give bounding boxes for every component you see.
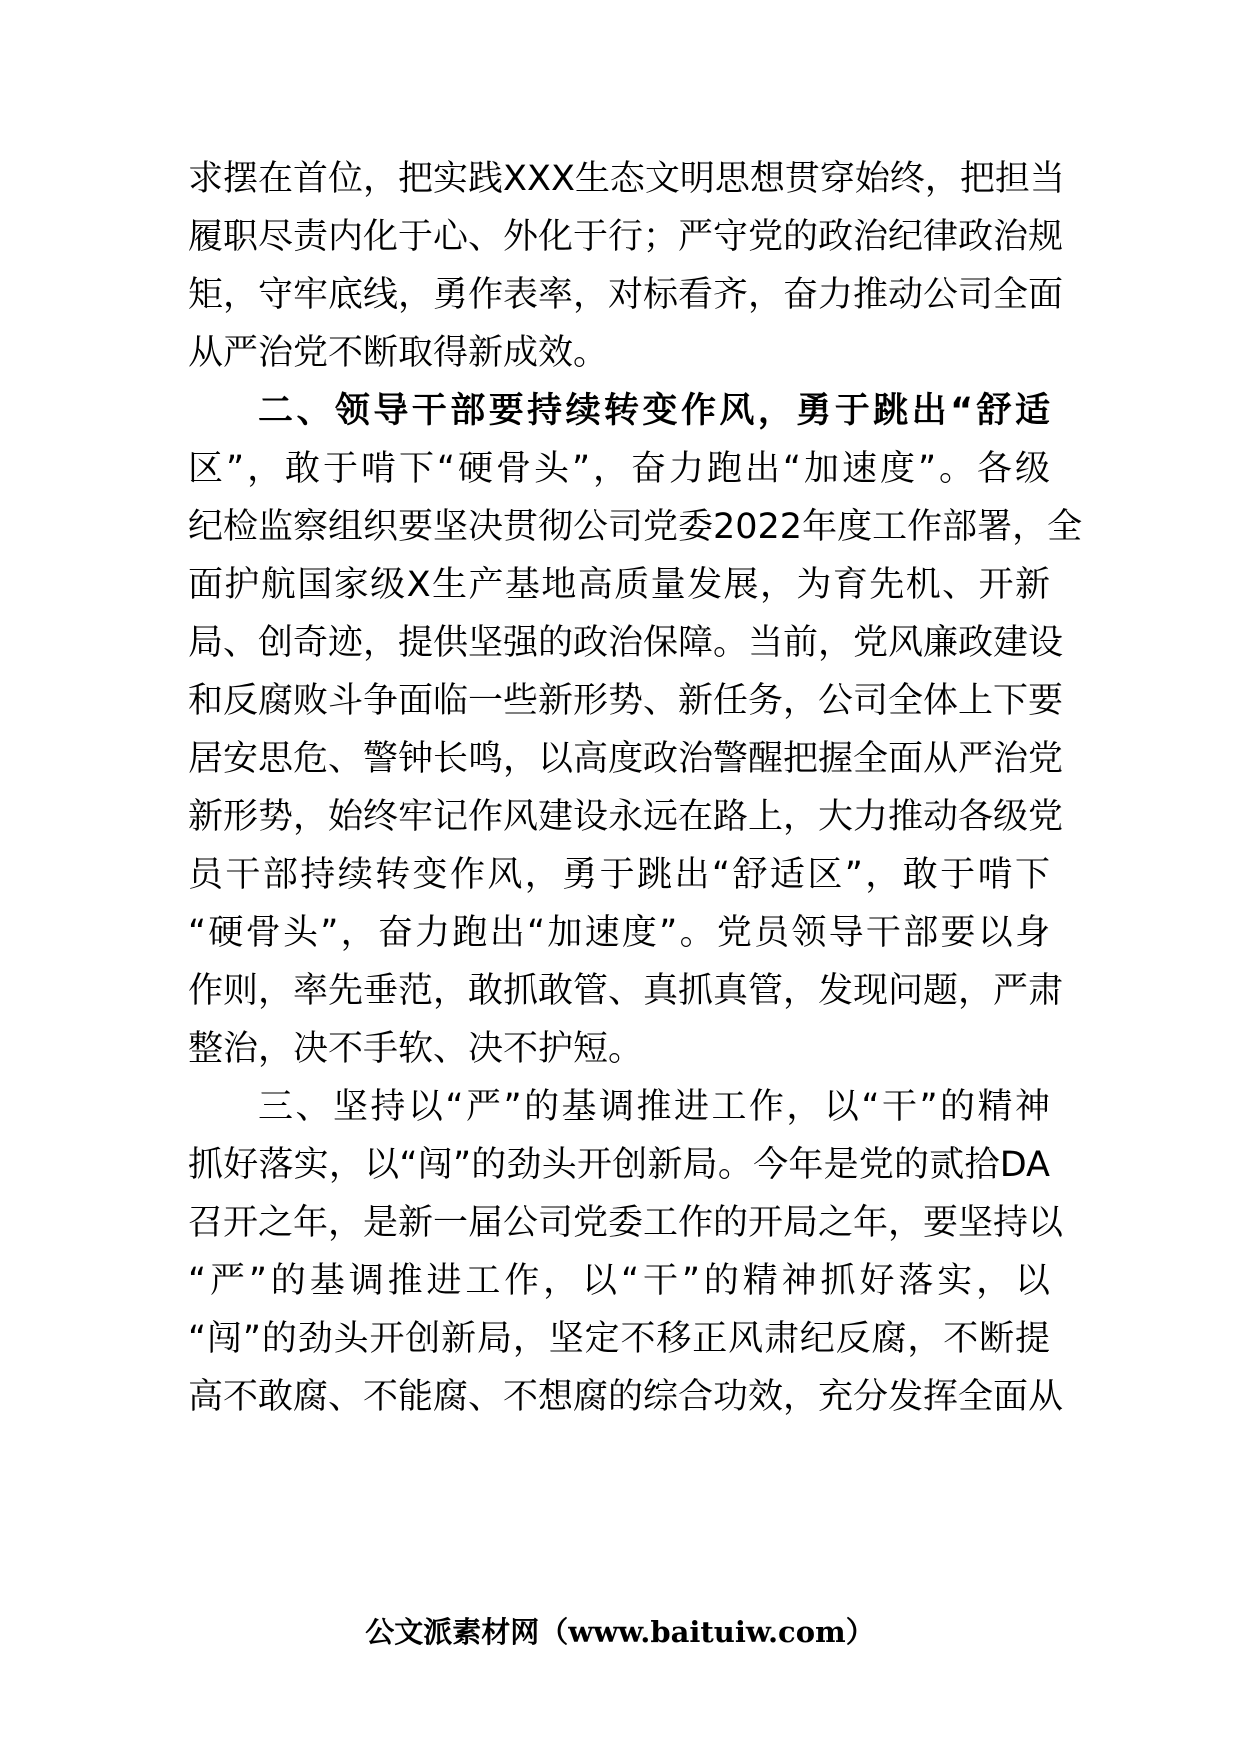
paragraph-line: 居安思危、警钟长鸣，以高度政治警醒把握全面从严治党 (188, 739, 1064, 779)
paragraph-line: 面护航国家级X生产基地高质量发展，为育先机、开新 (188, 565, 1050, 605)
paragraph-line: 局、创奇迹，提供坚强的政治保障。当前，党风廉政建设 (188, 623, 1064, 663)
paragraph-line: 高不敢腐、不能腐、不想腐的综合功效，充分发挥全面从 (188, 1377, 1064, 1417)
paragraph-line: 纪检监察组织要坚决贯彻公司党委2022年度工作部署，全 (188, 507, 1083, 547)
paragraph-line: 整治，决不手软、决不护短。 (188, 1029, 644, 1069)
paragraph-line: “硬骨头”，奋力跑出“加速度”。党员领导干部要以身 (188, 913, 1050, 953)
paragraph-line: 新形势，始终牢记作风建设永远在路上，大力推动各级党 (188, 797, 1064, 837)
paragraph-line: 员干部持续转变作风，勇于跳出“舒适区”，敢于啃下 (188, 855, 1050, 895)
paragraph-line: 作则，率先垂范，敢抓敢管、真抓真管，发现问题，严肃 (188, 971, 1064, 1011)
paragraph-line: 求摆在首位，把实践XXX生态文明思想贯穿始终，把担当 (188, 159, 1065, 199)
paragraph-line: 抓好落实，以“闯”的劲头开创新局。今年是党的贰拾DA (188, 1145, 1050, 1185)
paragraph-line: “严”的基调推进工作，以“干”的精神抓好落实，以 (188, 1261, 1050, 1301)
paragraph-line: 召开之年，是新一届公司党委工作的开局之年，要坚持以 (188, 1203, 1064, 1243)
paragraph-line: 从严治党不断取得新成效。 (188, 333, 609, 373)
paragraph-line: 矩，守牢底线，勇作表率，对标看齐，奋力推动公司全面 (188, 275, 1064, 315)
footer-watermark: 公文派素材网（www.baituiw.com） (365, 1615, 875, 1649)
paragraph-line: 履职尽责内化于心、外化于行；严守党的政治纪律政治规 (188, 217, 1064, 257)
paragraph-line: 区”，敢于啃下“硬骨头”，奋力跑出“加速度”。各级 (188, 449, 1050, 489)
section-heading-line: 三、坚持以“严”的基调推进工作，以“干”的精神 (258, 1087, 1050, 1127)
paragraph-line: “闯”的劲头开创新局，坚定不移正风肃纪反腐，不断提 (188, 1319, 1050, 1359)
paragraph-line: 和反腐败斗争面临一些新形势、新任务，公司全体上下要 (188, 681, 1064, 721)
section-heading-line: 二、领导干部要持续转变作风，勇于跳出“舒适 (258, 391, 1050, 431)
